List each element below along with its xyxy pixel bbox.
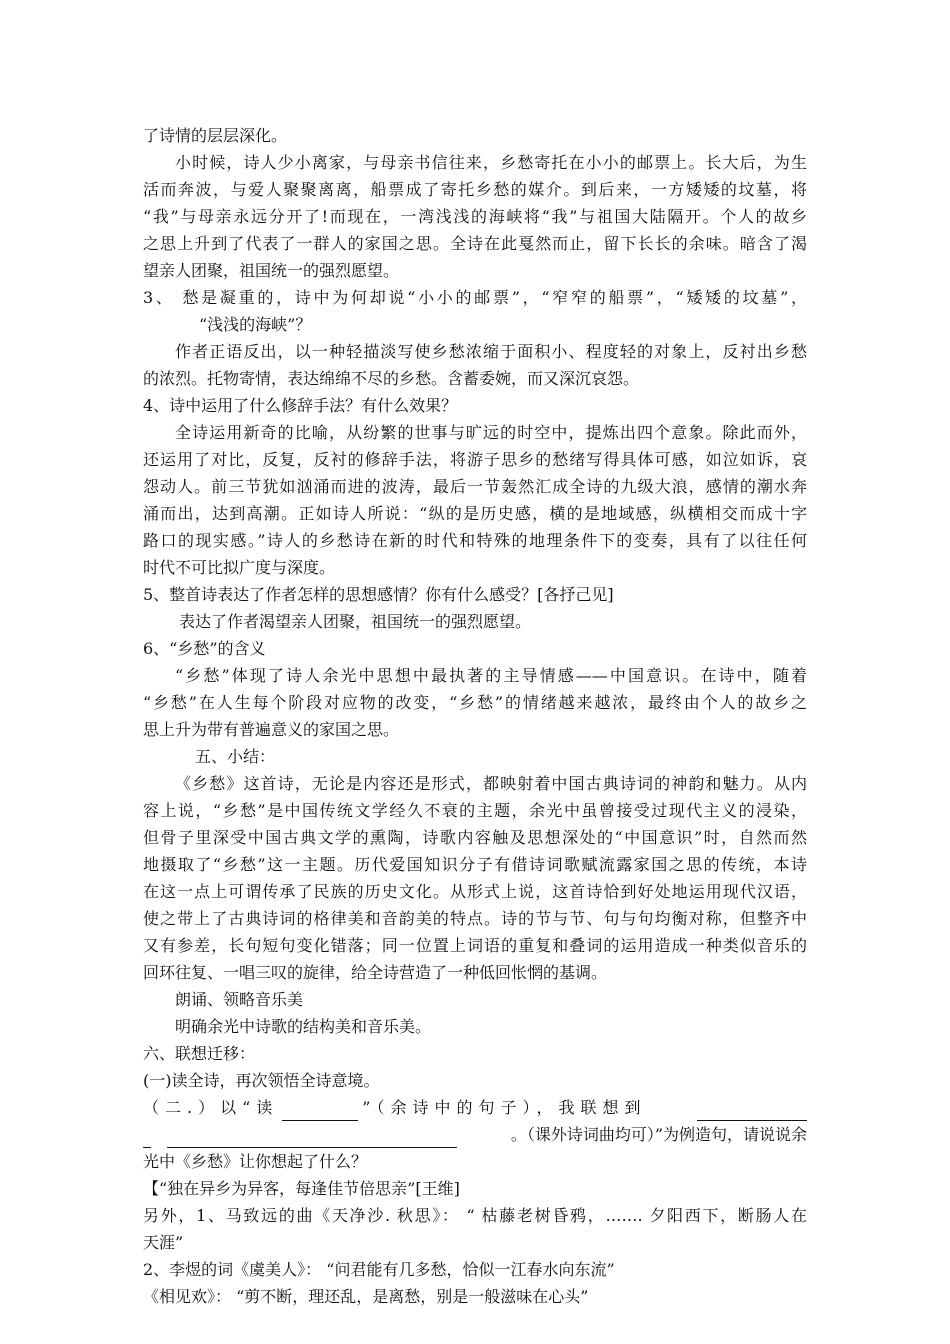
text-line: 怨动人。前三节犹如汹涌而进的波涛，最后一节轰然汇成全诗的九级大浪，感情的潮水奔 [143,477,807,496]
text-line: 望亲人团聚，祖国统一的强烈愿望。 [143,261,400,280]
text-line: 还运用了对比，反复，反衬的修辞手法，将游子思乡的愁绪写得具体可感，如泣如诉，哀 [143,450,807,469]
exercise-prompt-part-b: ”（余诗中的句子），我联想到 [362,1098,647,1117]
exercise-line-1 [143,1094,807,1121]
text-line: 活而奔波，与爱人聚聚离离，船票成了寄托乡愁的媒介。到后来，一方矮矮的坟墓，将 [143,180,807,199]
text-line: 使之带上了古典诗词的格律美和音韵美的特点。诗的节与节、句与句均衡对称，但整齐中 [143,909,807,928]
text-line: 作者正语反出，以一种轻描淡写使乡愁浓缩于面积小、程度轻的对象上，反衬出乡愁 [175,342,807,361]
text-line: 在这一点上可谓传承了民族的历史文化。从形式上说，这首诗恰到好处地运用现代汉语， [143,882,807,901]
text-line: 但骨子里深受中国古典文学的熏陶，诗歌内容触及思想深处的“中国意识”时，自然而然 [143,828,807,847]
fill-blank-poem-line[interactable] [282,1102,358,1121]
question-6: 6、“乡愁”的含义 [143,639,266,658]
text-line: 时代不可比拟广度与深度。 [143,558,336,577]
text-line: “乡愁”在人生每个阶段对应物的改变，“乡愁”的情绪越来越浓，最终由个人的故乡之 [143,693,807,712]
text-line: 的浓烈。托物寄情，表达绵绵不尽的乡愁。含蓄委婉，而又深沉哀怨。 [143,369,640,388]
text-line: 表达了作者渴望亲人团聚，祖国统一的强烈愿望。 [179,612,532,631]
question-5: 5、整首诗表达了作者怎样的思想感情？你有什么感受？[各抒己见] [143,585,614,604]
text-line: 《乡愁》这首诗，无论是内容还是形式，都映射着中国古典诗词的神韵和魅力。从内 [175,774,807,793]
text-line: “乡愁”体现了诗人余光中思想中最执著的主导情感——中国意识。在诗中，随着 [175,666,807,685]
exercise-line-3: 光中《乡愁》让你想起了什么？ [143,1152,368,1171]
text-line: 小时候，诗人少小离家，与母亲书信往来，乡愁寄托在小小的邮票上。长大后，为生 [175,153,807,172]
question-3: 3、 愁是凝重的，诗中为何却说“小小的邮票”，“窄窄的船票”，“矮矮的坟墓”， [143,288,807,307]
section-heading-summary: 五、小结： [195,747,276,766]
text-line: 回环往复、一唱三叹的旋律，给全诗营造了一种低回怅惘的基调。 [143,963,608,982]
text-line: “我”与母亲永远分开了!而现在，一湾浅浅的海峡将“我”与祖国大陆隔开。个人的故乡 [143,207,807,226]
text-line: 了诗情的层层深化。 [143,126,288,145]
answer-line: 【“独在异乡为异客，每逢佳节倍思亲”[王维] [143,1179,460,1198]
fill-blank-association[interactable] [697,1102,807,1121]
text-line: 容上说，“乡愁”是中国传统文学经久不衰的主题，余光中虽曾接受过现代主义的浸染， [143,801,807,820]
text-line: 思上升为带有普遍意义的家国之思。 [143,720,400,739]
text-line: 明确余光中诗歌的结构美和音乐美。 [175,1017,432,1036]
text-line: 朗诵、领略音乐美 [175,990,304,1009]
text-line: 之思上升到了代表了一群人的家国之思。全诗在此戛然而止，留下长长的余味。暗含了渴 [143,234,807,253]
fill-blank-continuation[interactable] [143,1129,151,1148]
answer-line: 2、李煜的词《虞美人》： “问君能有几多愁，恰似一江春水向东流” [143,1260,615,1279]
answer-line: 天涯” [143,1233,184,1252]
exercise-prompt-part-a: （二.）以“读 [143,1098,279,1117]
exercise-line-2 [143,1121,807,1148]
answer-line: 另外，1、马致远的曲《天净沙. 秋思》： “ 枯藤老树昏鸦，……. 夕阳西下，断肠人在 [143,1206,807,1225]
fill-blank-poem[interactable] [167,1129,457,1148]
text-line: 涌而出，达到高潮。正如诗人所说：“纵的是历史感，横的是地域感，纵横相交而成十字 [143,504,807,523]
text-line: (一)读全诗，再次领悟全诗意境。 [143,1071,380,1090]
section-heading-association: 六、联想迁移： [143,1044,256,1063]
text-line: “浅浅的海峡”？ [199,315,312,334]
text-line: 全诗运用新奇的比喻，从纷繁的世事与旷远的时空中，提炼出四个意象。除此而外， [175,423,807,442]
exercise-prompt-end: 。（课外诗词曲均可）”为例造句，请说说余 [510,1125,807,1144]
document-body [143,122,807,1310]
answer-line: 《相见欢》： “剪不断，理还乱，是离愁，别是一般滋味在心头” [143,1287,589,1306]
text-line: 又有参差，长句短句变化错落；同一位置上词语的重复和叠词的运用造成一种类似音乐的 [143,936,807,955]
text-line: 地摄取了“乡愁”这一主题。历代爱国知识分子有借诗词歌赋流露家国之思的传统，本诗 [143,855,807,874]
question-4: 4、诗中运用了什么修辞手法？有什么效果？ [143,396,458,415]
text-line: 路口的现实感。”诗人的乡愁诗在新的时代和特殊的地理条件下的变奏，具有了以往任何 [143,531,807,550]
